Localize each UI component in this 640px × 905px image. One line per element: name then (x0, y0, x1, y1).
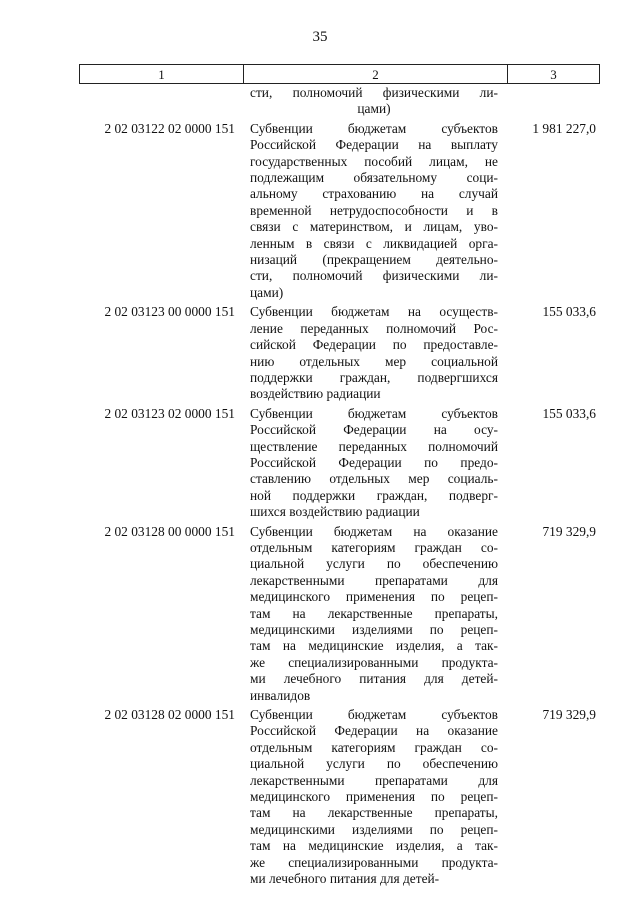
table-body (79, 85, 600, 891)
budget-code: 2 02 03123 02 0000 151 (104, 405, 235, 421)
budget-code: 2 02 03128 00 0000 151 (104, 523, 235, 539)
description-line: там на лекарственные препараты, (250, 805, 498, 821)
column-header-2: 2 (244, 65, 508, 83)
description-line: же специализированными продукта- (250, 654, 498, 670)
description-line: ми лечебного питания для детей- (250, 871, 440, 887)
description-line: нию отдельных мер социальной (250, 353, 498, 369)
description (250, 406, 498, 521)
description-line: циальной услуги по обеспечению (250, 756, 498, 772)
description-line: Субвенции бюджетам на оказание (250, 523, 498, 539)
description-line: Субвенции бюджетам субъектов (250, 405, 498, 421)
description-line: цами) (357, 101, 391, 117)
description-line: там на лекарственные препараты, (250, 605, 498, 621)
table-row (79, 707, 600, 887)
description (250, 707, 498, 887)
amount: 155 033,6 (542, 304, 596, 320)
table-row (79, 304, 600, 402)
amount: 719 329,9 (542, 523, 596, 539)
amount: 155 033,6 (542, 405, 596, 421)
description-line: Субвенции бюджетам на осуществ- (250, 304, 498, 320)
description-line: Субвенции бюджетам субъектов (250, 120, 498, 136)
description-line: циальной услуги по обеспечению (250, 556, 498, 572)
description-line: подлежащим обязательному соци- (250, 170, 498, 186)
amount: 719 329,9 (542, 707, 596, 723)
table-row (79, 121, 600, 301)
description-line: воздействию радиации (250, 386, 381, 402)
description-line: там на медицинские изделия, а так- (250, 838, 498, 854)
budget-code: 2 02 03122 02 0000 151 (104, 120, 235, 136)
description-line: сти, полномочий физическими ли- (250, 85, 498, 100)
description (250, 524, 498, 704)
budget-code: 2 02 03128 02 0000 151 (104, 707, 235, 723)
budget-code: 2 02 03123 00 0000 151 (104, 304, 235, 320)
column-header-1: 1 (80, 65, 244, 83)
description-line: альному страхованию на случай (250, 186, 498, 202)
description (250, 304, 498, 402)
description-line: отдельным категориям граждан со- (250, 539, 498, 555)
description-line: Российской Федерации на выплату (250, 137, 498, 153)
description (250, 121, 498, 301)
description-line: ной поддержки граждан, подверг- (250, 487, 498, 503)
description-line: низаций (прекращением деятельно- (250, 252, 498, 268)
description-line: временной нетрудоспособности и в (250, 202, 498, 218)
budget-code (79, 85, 243, 118)
description-line: лекарственными препаратами для (250, 772, 498, 788)
amount (498, 85, 600, 118)
description-line: шихся воздействию радиации (250, 504, 420, 520)
description-line: Российской Федерации на оказание (250, 723, 498, 739)
description-line: связи с материнством, и лицам, уво- (250, 219, 498, 235)
description-line: ми лечебного питания для детей- (250, 671, 498, 687)
page-number: 35 (312, 29, 328, 45)
description-line: сти, полномочий физическими ли- (250, 268, 498, 284)
description-line: сийской Федерации по предоставле- (250, 337, 498, 353)
description-line: же специализированными продукта- (250, 854, 498, 870)
description-line: медицинского применения по рецеп- (250, 589, 498, 605)
description-line: ставлению отдельных мер социаль- (250, 471, 498, 487)
column-header-3: 3 (550, 66, 557, 82)
description-line: отдельным категориям граждан со- (250, 739, 498, 755)
description-line: поддержки граждан, подвергшихся (250, 369, 498, 385)
table-row (79, 85, 600, 118)
table-row (79, 524, 600, 704)
description-line: лекарственными препаратами для (250, 572, 498, 588)
table-header (79, 64, 600, 84)
description-line: там на медицинские изделия, а так- (250, 638, 498, 654)
description-line: цами) (250, 284, 284, 300)
description-line: Субвенции бюджетам субъектов (250, 707, 498, 723)
description-line: ленным в связи с ликвидацией орга- (250, 235, 498, 251)
description-line: ление переданных полномочий Рос- (250, 320, 498, 336)
description-line: государственных пособий лицам, не (250, 153, 498, 169)
description-line: медицинскими изделиями по рецеп- (250, 622, 498, 637)
description (250, 85, 498, 118)
amount: 1 981 227,0 (532, 120, 596, 136)
description-line: Российской Федерации на осу- (250, 422, 498, 438)
description-line: медицинскими изделиями по рецеп- (250, 821, 498, 837)
description-line: инвалидов (250, 687, 311, 703)
table-row (79, 406, 600, 521)
description-line: медицинского применения по рецеп- (250, 789, 498, 805)
description-line: Российской Федерации по предо- (250, 454, 498, 470)
description-line: ществление переданных полномочий (250, 438, 498, 454)
